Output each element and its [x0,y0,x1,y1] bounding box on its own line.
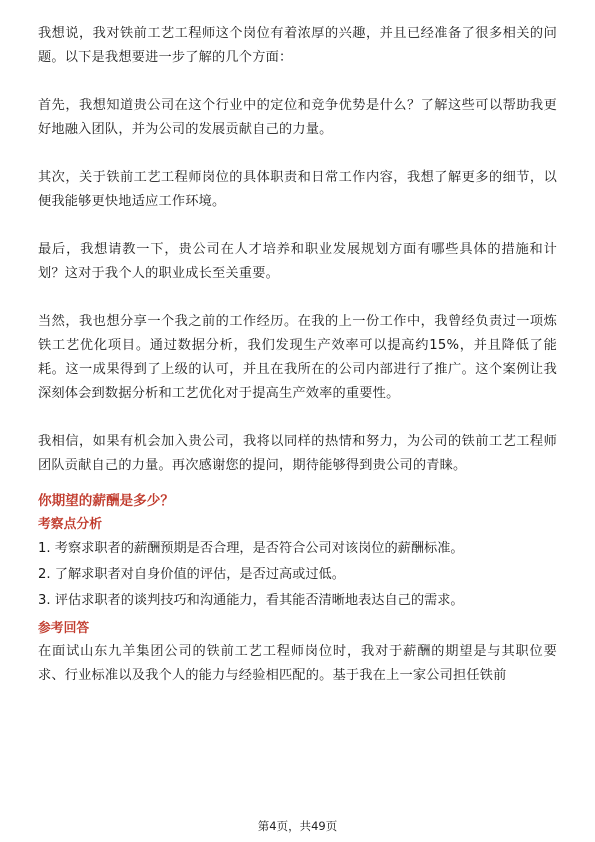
paragraph-closing: 我相信，如果有机会加入贵公司，我将以同样的热情和努力，为公司的铁前工艺工程师团队贡献自己的力量。再次感谢您的提问，期待能够得到贵公司的青睐。 [38,434,557,473]
page-number: 第4页，共49页 [257,819,338,833]
answer-text: 在面试山东九羊集团公司的铁前工艺工程师岗位时，我对于薪酬的期望是与其职位要求、行业标准以及我个人的能力与经验相匹配的。基于我在上一家公司担任铁前 [38,644,557,683]
question-title: 你期望的薪酬是多少？ [38,493,174,509]
analysis-label: 考察点分析 [38,517,102,532]
paragraph-second: 其次，关于铁前工艺工程师岗位的具体职责和日常工作内容，我想了解更多的细节，以便我能够更快地适应工作环境。 [38,170,557,209]
paragraph-first: 首先，我想知道贵公司在这个行业中的定位和竞争优势是什么？了解这些可以帮助我更好地融入团队，并为公司的发展贡献自己的力量。 [38,98,557,137]
analysis-item: 3. 评估求职者的谈判技巧和沟通能力，看其能否清晰地表达自己的需求。 [38,593,464,608]
analysis-item: 1. 考察求职者的薪酬预期是否合理，是否符合公司对该岗位的薪酬标准。 [38,541,464,556]
paragraph-last: 最后，我想请教一下，贵公司在人才培养和职业发展规划方面有哪些具体的措施和计划？这对于我个人的职业成长至关重要。 [38,242,557,281]
paragraph-intro: 我想说，我对铁前工艺工程师这个岗位有着浓厚的兴趣，并且已经准备了很多相关的问题。以下是我想要进一步了解的几个方面： [38,26,557,65]
answer-label: 参考回答 [38,621,90,636]
analysis-item: 2. 了解求职者对自身价值的评估，是否过高或过低。 [38,567,345,582]
paragraph-experience: 当然，我也想分享一个我之前的工作经历。在我的上一份工作中，我曾经负责过一项炼铁工艺优化项目。通过数据分析，我们发现生产效率可以提高约15%，并且降低了能耗。这一成果得到了上级的认可，并且在我所在的公司内部进行了推广。这个案例让我深刻体会到数据分析和工艺优化对于提高生产效率的重要性。 [38,314,557,401]
